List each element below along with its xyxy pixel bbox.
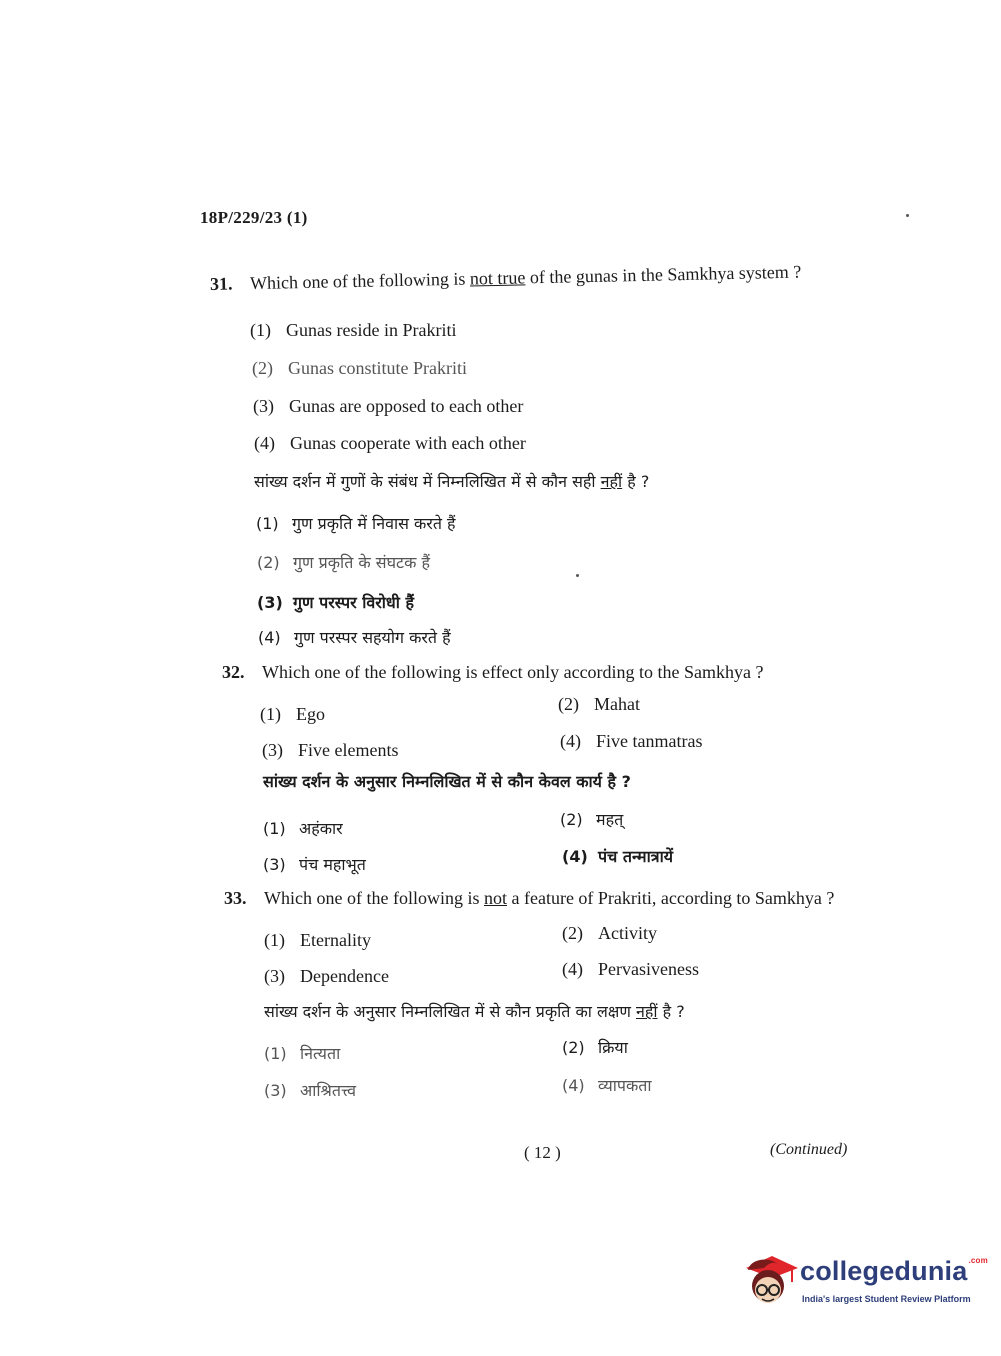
paper-code: 18P/229/23 (1) xyxy=(200,208,308,227)
speck xyxy=(576,574,579,577)
option-hi-3: (3) गुण परस्पर विरोधी हैं xyxy=(257,593,414,612)
page-number: ( 12 ) xyxy=(524,1143,561,1162)
option-hi-1: (1) नित्यता xyxy=(264,1044,341,1063)
question-text-hi: सांख्य दर्शन के अनुसार निम्नलिखित में से कौन प्रकृति का लक्षण नहीं है ? xyxy=(264,1002,685,1021)
question-text-hi: सांख्य दर्शन में गुणों के संबंध में निम्नलिखित में से कौन सही नहीं है ? xyxy=(254,472,650,491)
option-hi-3: (3) पंच महाभूत xyxy=(263,855,366,874)
option-hi-4: (4) व्यापकता xyxy=(562,1076,652,1095)
continued-label: (Continued) xyxy=(770,1141,848,1158)
option-en-3: (3) Dependence xyxy=(264,966,389,986)
logo-wordmark: collegedunia$^{.com}$ xyxy=(800,1256,988,1286)
option-hi-4: (4) गुण परस्पर सहयोग करते हैं xyxy=(258,628,451,647)
speck xyxy=(906,214,909,217)
question-number: 32. xyxy=(222,662,245,682)
option-en-2: (2) Activity xyxy=(562,923,657,943)
question-number: 33. xyxy=(224,888,247,908)
option-en-1: (1) Gunas reside in Prakriti xyxy=(250,320,457,340)
option-en-2: (2) Gunas constitute Prakriti xyxy=(252,358,467,378)
question-number: 31. xyxy=(209,273,233,294)
question-text-en: 32. Which one of the following is effect only according to the Samkhya ? xyxy=(222,662,764,682)
option-en-4: (4) Five tanmatras xyxy=(560,731,703,751)
option-hi-3: (3) आश्रितत्त्व xyxy=(264,1081,357,1100)
option-hi-4: (4) पंच तन्मात्रायें xyxy=(562,847,673,866)
question-text-hi: सांख्य दर्शन के अनुसार निम्नलिखित में से कौन केवल कार्य है ? xyxy=(263,772,631,791)
option-hi-2: (2) गुण प्रकृति के संघटक हैं xyxy=(257,553,430,572)
option-en-4: (4) Gunas cooperate with each other xyxy=(254,433,526,453)
option-en-1: (1) Eternality xyxy=(264,930,371,950)
option-hi-1: (1) अहंकार xyxy=(263,819,343,838)
option-hi-2: (2) महत् xyxy=(560,810,624,829)
collegedunia-logo xyxy=(742,1250,988,1320)
question-text-en: 31. Which one of the following is not true of the gunas in the Samkhya system ? xyxy=(209,261,802,294)
option-en-1: (1) Ego xyxy=(260,704,325,724)
mascot-icon xyxy=(742,1250,800,1320)
logo-tagline: India's largest Student Review Platform xyxy=(802,1294,971,1304)
option-en-4: (4) Pervasiveness xyxy=(562,959,699,979)
option-en-2: (2) Mahat xyxy=(558,694,640,714)
option-en-3: (3) Five elements xyxy=(262,740,399,760)
question-text-en: 33. Which one of the following is not a feature of Prakriti, according to Samkhya ? xyxy=(224,888,835,908)
option-en-3: (3) Gunas are opposed to each other xyxy=(253,396,524,416)
option-hi-2: (2) क्रिया xyxy=(562,1038,628,1057)
option-hi-1: (1) गुण प्रकृति में निवास करते हैं xyxy=(256,514,456,533)
